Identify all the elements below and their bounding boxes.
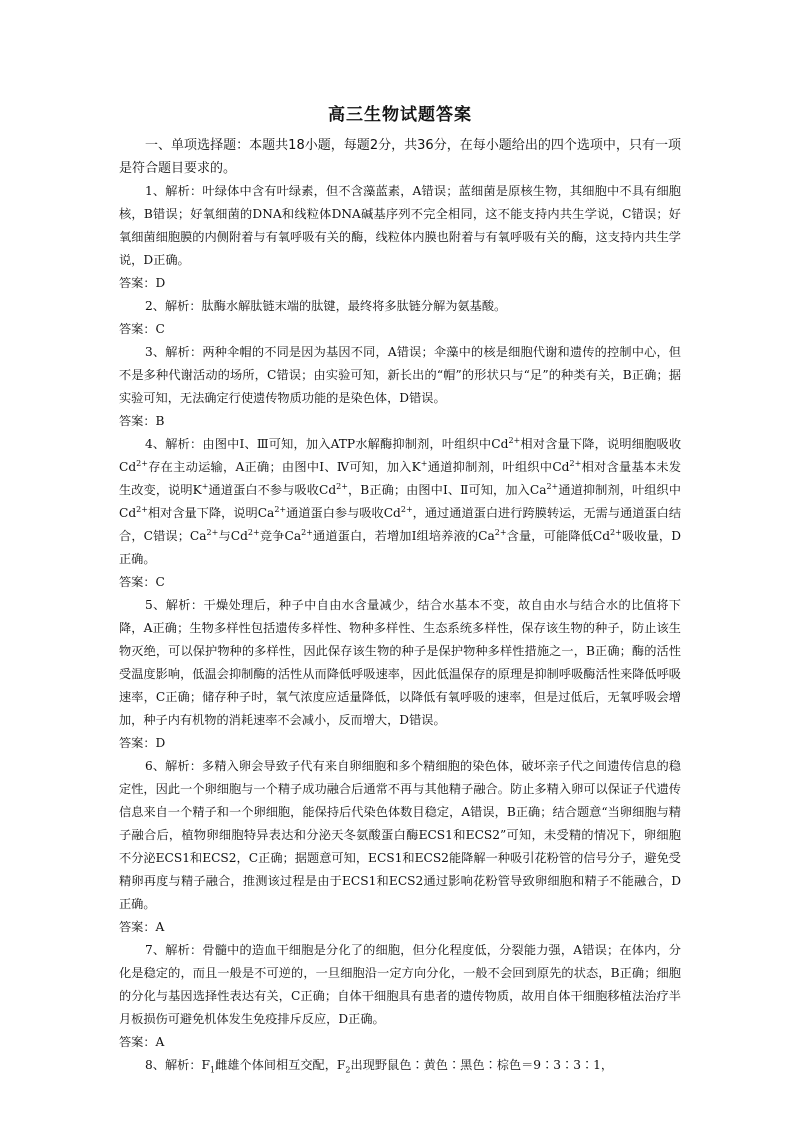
question-7-answer: 答案：A	[119, 1035, 165, 1049]
question-5-analysis: 5、解析：干燥处理后，种子中自由水含量减少，结合水基本不变，故自由水与结合水的比值将下降，A正确；生物多样性包括遗传多样性、物种多样性、生态系统多样性，保存该生物的种子，防止该生物灭绝，可以保护物种的多样性，因此保存该生物的种子是保护物种多样性措施之一，B正确；酶的活性受温度影响，低温会抑制酶的活性从而降低呼吸速率，因此低温保存的原理是抑制呼吸酶活性来降低呼吸速率，C正确；储存种子时，氧气浓度应适量降低，以降低有氧呼吸的速率，但是过低后，无氧呼吸会增加，种子内有机物的消耗速率不会减小，反而增大，D错误。	[119, 598, 681, 727]
page-title: 高三生物试题答案	[328, 105, 472, 125]
question-1-analysis: 1、解析：叶绿体中含有叶绿素，但不含藻蓝素，A错误；蓝细菌是原核生物，其细胞中不具有细胞核，B错误；好氧细菌的DNA和线粒体DNA碱基序列不完全相同，这不能支持内共生学说，C错误；好氧细菌细胞膜的内侧附着与有氧呼吸有关的酶，线粒体内膜也附着与有氧呼吸有关的酶，这支持内共生学说，D正确。	[119, 184, 681, 267]
question-8-analysis: 8、解析：$F_1$雌雄个体间相互交配，$F_2$出现野鼠色∶黄色∶黑色∶棕色＝9∶3∶3∶1，	[145, 1058, 614, 1075]
question-6-answer: 答案：A	[119, 920, 165, 934]
question-3-analysis: 3、解析：两种伞帽的不同是因为基因不同，A错误；伞藻中的核是细胞代谢和遗传的控制中心，但不是多种代谢活动的场所，C错误；由实验可知，新长出的“帽”的形状只与“足”的种类有关，B正确；据实验可知，无法确定行使遗传物质功能的是染色体，D错误。	[119, 345, 682, 405]
question-7-analysis: 7、解析：骨髓中的造血干细胞是分化了的细胞，但分化程度低，分裂能力强，A错误；在体内，分化是稳定的，而且一般是不可逆的，一旦细胞沿一定方向分化，一般不会回到原先的状态，B正确；细胞的分化与基因选择性表达有关，C正确；自体干细胞具有患者的遗传物质，故用自体干细胞移植法治疗半月板损伤可避免机体发生免疫排斥反应，D正确。	[119, 943, 681, 1026]
section-heading: 一、单项选择题：本题共18小题，每题2分，共36分，在每小题给出的四个选项中，只有一项是符合题目要求的。	[119, 138, 681, 176]
question-2-answer: 答案：C	[119, 322, 165, 336]
question-3-answer: 答案：B	[119, 414, 165, 428]
question-5-answer: 答案：D	[119, 736, 166, 750]
question-6-analysis: 6、解析：多精入卵会导致子代有来自卵细胞和多个精细胞的染色体，破坏亲子代之间遗传信息的稳定性，因此一个卵细胞与一个精子成功融合后通常不再与其他精子融合。防止多精入卵可以保证子代遗传信息来自一个精子和一个卵细胞，能保持后代染色体数目稳定，A错误，B正确；结合题意“当卵细胞与精子融合后，植物卵细胞特异表达和分泌天冬氨酸蛋白酶ECS1和ECS2”可知，未受精的情况下，卵细胞不分泌ECS1和ECS2，C正确；据题意可知，ECS1和ECS2能降解一种吸引花粉管的信号分子，避免受精卵再度与精子融合，推测该过程是由于ECS1和ECS2通过影响花粉管导致卵细胞和精子不能融合，D正确。	[119, 759, 681, 911]
question-4-analysis: 4、解析：由图中Ⅰ、Ⅲ可知，加入ATP水解酶抑制剂，叶组织中$Cd^{2+}$相对含量下降，说明细胞吸收$Cd^{2+}$存在主动运输，A正确；由图中Ⅰ、Ⅳ可知，加入K+通道抑制剂，叶组织中$Cd^{2+}$相对含量基本未发生改变，说明K+通道蛋白不参与吸收$Cd^{2+}$，B正确；由图中Ⅰ、Ⅱ可知，加入$Ca^{2+}$通道抑制剂，叶组织中$Cd^{2+}$相对含量下降，说明$Ca^{2+}$通道蛋白参与吸收$Cd^{2+}$，通过通道蛋白进行跨膜转运，无需与通道蛋白结合，C错误；$Ca^{2+}$与$Cd^{2+}$竞争$Ca^{2+}$通道蛋白，若增加Ⅰ组培养液的$Ca^{2+}$含量，可能降低$Cd^{2+}$吸收量，D正确。	[119, 435, 682, 566]
question-4-answer: 答案：C	[119, 575, 165, 589]
document-page	[119, 100, 681, 1077]
question-2-analysis: 2、解析：肽酶水解肽链末端的肽键，最终将多肽链分解为氨基酸。	[145, 299, 507, 313]
question-1-answer: 答案：D	[119, 276, 166, 290]
